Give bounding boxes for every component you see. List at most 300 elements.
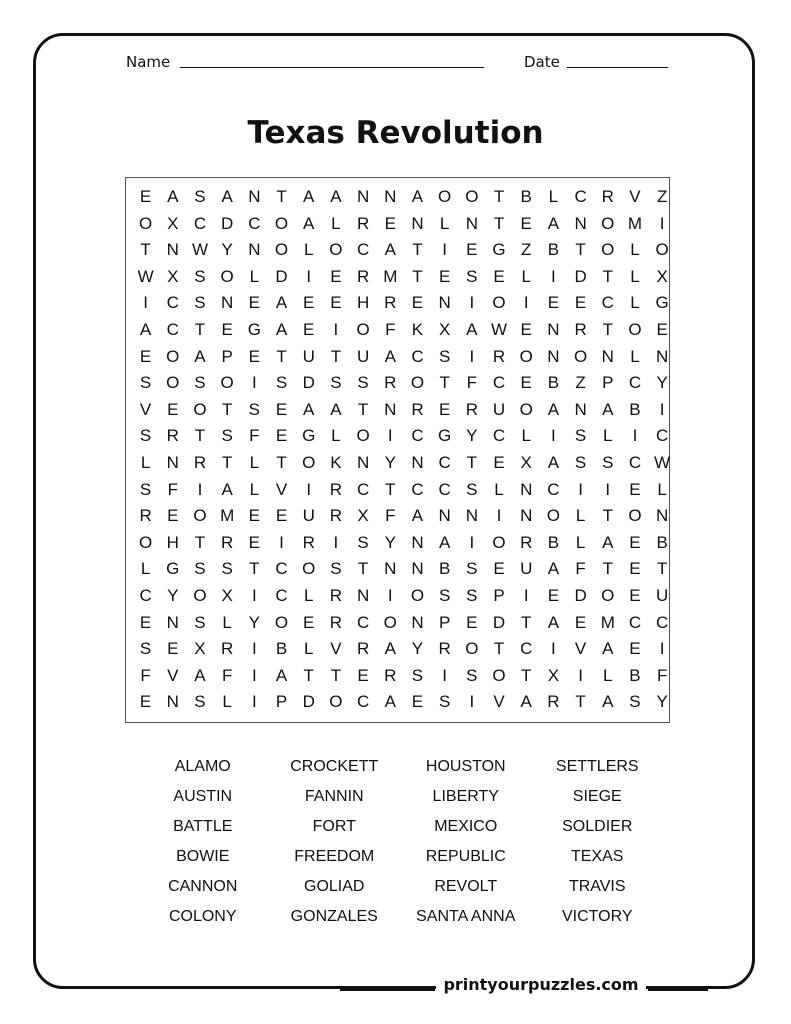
grid-letter: L (331, 426, 341, 446)
grid-letter: O (329, 240, 343, 260)
grid-letter: W (137, 266, 154, 286)
grid-letter: O (546, 506, 561, 526)
grid-letter: R (438, 639, 451, 659)
grid-letter: S (330, 373, 342, 393)
grid-letter: C (438, 479, 451, 499)
grid-letter: L (494, 479, 504, 499)
grid-letter: S (466, 665, 478, 685)
grid-letter: E (520, 373, 532, 393)
grid-letter: S (357, 532, 369, 552)
grid-letter: U (302, 506, 315, 526)
grid-letter: O (573, 346, 588, 366)
grid-letter: C (547, 479, 560, 499)
grid-letter: A (602, 532, 614, 552)
grid-letter: H (356, 293, 370, 313)
grid-letter: R (221, 532, 234, 552)
grid-letter: O (601, 585, 615, 605)
word-list-item: SIEGE (572, 788, 622, 805)
grid-letter: N (356, 187, 370, 206)
grid-letter: E (248, 532, 261, 552)
grid-letter: U (520, 559, 533, 579)
grid-letter: S (438, 346, 451, 366)
letter-grid (132, 184, 676, 716)
word-list-item: SANTA ANNA (416, 908, 516, 925)
grid-letter: L (657, 479, 667, 499)
grid-letter: C (628, 612, 642, 632)
grid-letter: S (194, 692, 206, 712)
grid-letter: A (411, 187, 424, 206)
grid-letter: W (654, 452, 671, 472)
grid-letter: S (357, 373, 369, 393)
grid-letter: B (656, 532, 668, 552)
grid-letter: P (493, 585, 505, 605)
grid-letter: A (384, 240, 396, 260)
grid-letter: I (659, 399, 665, 419)
grid-letter: E (167, 506, 179, 526)
grid-letter: O (138, 532, 153, 552)
grid-letter: S (411, 665, 424, 685)
grid-letter: N (166, 452, 179, 472)
grid-letter: F (656, 665, 668, 685)
grid-letter: F (385, 319, 396, 339)
grid-letter: T (194, 319, 206, 339)
grid-letter: E (248, 506, 261, 526)
grid-letter: W (491, 319, 508, 339)
grid-letter: B (438, 559, 451, 579)
grid-letter: A (303, 399, 315, 419)
grid-letter: Y (248, 612, 261, 632)
grid-letter: T (194, 532, 206, 552)
grid-letter: R (356, 213, 370, 233)
grid-letter: T (221, 452, 233, 472)
grid-letter: B (629, 399, 641, 419)
word-list-item: FREEDOM (294, 848, 375, 865)
grid-letter: L (140, 452, 151, 472)
grid-letter: S (194, 559, 206, 579)
grid-letter: Z (575, 373, 586, 393)
grid-letter: L (603, 665, 613, 685)
word-list-item: VICTORY (561, 908, 633, 925)
grid-letter: A (330, 187, 342, 206)
grid-letter: A (303, 187, 315, 206)
grid-letter: I (333, 532, 339, 552)
grid-letter: L (630, 346, 640, 366)
grid-letter: C (520, 639, 533, 659)
grid-letter: E (275, 399, 288, 419)
grid-letter: O (601, 240, 615, 260)
grid-letter: T (276, 452, 287, 472)
date-label: Date (524, 53, 560, 71)
grid-letter: T (412, 266, 423, 286)
grid-letter: C (356, 612, 370, 632)
grid-letter: R (329, 479, 343, 499)
grid-letter: T (521, 665, 532, 685)
grid-letter: Y (167, 585, 179, 605)
grid-letter: C (356, 479, 370, 499)
grid-letter: E (493, 559, 505, 579)
grid-letter: A (438, 532, 451, 552)
grid-letter: T (276, 346, 287, 366)
grid-letter: Y (656, 373, 668, 393)
grid-letter: T (303, 665, 314, 685)
grid-letter: N (438, 506, 451, 526)
grid-letter: I (605, 479, 611, 499)
grid-letter: N (547, 346, 560, 366)
grid-letter: V (139, 399, 152, 419)
grid-letter: E (547, 585, 560, 605)
grid-letter: T (602, 506, 613, 526)
grid-letter: H (166, 532, 179, 552)
grid-letter: X (438, 319, 451, 339)
grid-letter: T (493, 213, 505, 233)
grid-letter: I (251, 373, 257, 393)
grid-letter: A (411, 506, 424, 526)
grid-letter: O (274, 213, 289, 233)
word-list-item: GONZALES (290, 908, 378, 925)
grid-letter: S (629, 692, 641, 712)
grid-letter: S (221, 426, 233, 446)
grid-letter: A (194, 665, 206, 685)
grid-letter: I (279, 532, 284, 552)
grid-letter: C (139, 585, 152, 605)
grid-letter: T (249, 559, 260, 579)
grid-letter: Y (384, 452, 396, 472)
grid-letter: I (251, 665, 257, 685)
name-label: Name (126, 53, 171, 71)
grid-letter: T (412, 240, 423, 260)
grid-letter: B (520, 187, 532, 206)
grid-letter: O (193, 506, 207, 526)
grid-letter: N (656, 506, 669, 526)
grid-letter: C (628, 373, 642, 393)
grid-letter: R (329, 585, 343, 605)
grid-letter: T (357, 559, 369, 579)
grid-letter: O (465, 639, 479, 659)
word-list-item: GOLIAD (304, 878, 365, 895)
word-list-item: ALAMO (174, 758, 231, 775)
grid-letter: M (383, 266, 398, 286)
grid-letter: T (330, 665, 342, 685)
grid-letter: E (438, 399, 451, 419)
grid-letter: R (166, 426, 179, 446)
grid-letter: F (385, 506, 396, 526)
grid-letter: C (275, 585, 288, 605)
grid-letter: E (275, 506, 288, 526)
word-list-item: COLONY (168, 908, 237, 925)
grid-letter: L (630, 240, 640, 260)
grid-letter: S (466, 479, 478, 499)
grid-letter: I (551, 639, 556, 659)
grid-letter: B (547, 532, 560, 552)
grid-letter: E (248, 293, 261, 313)
grid-letter: B (547, 240, 560, 260)
grid-letter: V (493, 692, 505, 712)
grid-letter: A (139, 319, 152, 339)
grid-letter: R (384, 293, 397, 313)
grid-letter: R (329, 612, 343, 632)
grid-letter: E (357, 665, 369, 685)
grid-letter: E (139, 612, 152, 632)
grid-letter: I (387, 426, 393, 446)
grid-letter: O (410, 373, 425, 393)
grid-letter: I (442, 240, 448, 260)
grid-letter: E (275, 426, 288, 446)
grid-letter: P (602, 373, 614, 393)
grid-letter: I (469, 346, 475, 366)
grid-letter: S (466, 266, 478, 286)
name-blank-line (180, 67, 484, 68)
grid-letter: O (302, 452, 316, 472)
grid-letter: I (442, 665, 448, 685)
grid-letter: T (602, 266, 613, 286)
grid-letter: Z (521, 240, 532, 260)
grid-letter: E (520, 319, 532, 339)
grid-letter: T (521, 612, 532, 632)
grid-letter: E (303, 293, 315, 313)
grid-letter: O (193, 399, 207, 419)
grid-letter: L (439, 213, 450, 233)
grid-letter: C (492, 373, 506, 393)
grid-letter: A (275, 293, 288, 313)
grid-letter: A (330, 399, 342, 419)
grid-letter: E (411, 692, 424, 712)
grid-letter: E (167, 399, 179, 419)
grid-letter: G (655, 293, 669, 313)
grid-letter: L (303, 639, 314, 659)
puzzle-title: Texas Revolution (247, 115, 544, 151)
grid-letter: N (248, 187, 261, 206)
grid-letter: I (496, 506, 502, 526)
grid-letter: T (276, 187, 287, 206)
grid-letter: F (140, 665, 151, 685)
grid-letter: X (194, 639, 206, 659)
grid-letter: Y (384, 532, 396, 552)
grid-letter: S (139, 373, 152, 393)
word-list-item: SOLDIER (562, 818, 633, 835)
grid-letter: A (384, 639, 396, 659)
grid-letter: L (249, 479, 260, 499)
grid-letter: S (330, 559, 342, 579)
grid-letter: S (248, 399, 261, 419)
grid-letter: S (194, 293, 206, 313)
grid-letter: I (333, 319, 339, 339)
grid-letter: O (628, 506, 642, 526)
grid-letter: M (600, 612, 615, 632)
grid-letter: K (411, 319, 424, 339)
grid-letter: S (466, 585, 478, 605)
grid-letter: R (520, 532, 533, 552)
grid-letter: N (166, 692, 179, 712)
grid-letter: O (329, 692, 343, 712)
grid-letter: L (249, 266, 260, 286)
grid-letter: T (656, 559, 668, 579)
grid-letter: L (603, 426, 613, 446)
grid-letter: O (410, 585, 425, 605)
word-list-item: FORT (312, 818, 356, 835)
grid-letter: I (251, 692, 257, 712)
grid-letter: E (547, 293, 560, 313)
grid-letter: L (140, 559, 151, 579)
grid-letter: C (356, 240, 370, 260)
grid-letter: R (547, 692, 560, 712)
grid-letter: X (221, 585, 233, 605)
grid-letter: P (438, 612, 451, 632)
grid-letter: S (194, 266, 206, 286)
grid-letter: X (547, 665, 560, 685)
grid-letter: N (166, 612, 179, 632)
grid-letter: V (330, 639, 342, 659)
grid-letter: L (249, 452, 260, 472)
grid-letter: T (493, 187, 505, 206)
grid-letter: O (274, 612, 289, 632)
grid-letter: N (166, 240, 179, 260)
grid-letter: W (191, 240, 208, 260)
grid-letter: R (384, 665, 397, 685)
word-list-item: SETTLERS (555, 758, 639, 775)
grid-letter: N (384, 559, 397, 579)
grid-letter: I (659, 213, 665, 233)
grid-letter: E (248, 346, 261, 366)
grid-letter: B (629, 665, 641, 685)
grid-letter: T (466, 452, 478, 472)
grid-letter: T (602, 319, 613, 339)
grid-letter: C (411, 426, 424, 446)
grid-letter: C (411, 346, 424, 366)
grid-letter: A (602, 639, 614, 659)
grid-letter: D (492, 612, 506, 632)
grid-letter: T (357, 399, 369, 419)
grid-letter: R (356, 639, 370, 659)
grid-letter: N (465, 213, 478, 233)
word-list (137, 754, 663, 934)
grid-letter: A (194, 346, 206, 366)
grid-letter: L (521, 426, 531, 446)
grid-letter: T (140, 240, 151, 260)
grid-letter: C (275, 559, 288, 579)
grid-letter: N (465, 506, 478, 526)
grid-letter: L (575, 506, 586, 526)
grid-letter: V (167, 665, 179, 685)
grid-letter: V (574, 639, 587, 659)
grid-letter: X (357, 506, 369, 526)
grid-letter: A (303, 213, 315, 233)
word-list-item: TEXAS (571, 848, 624, 865)
grid-letter: R (384, 373, 397, 393)
grid-letter: O (356, 319, 370, 339)
grid-letter: C (248, 213, 261, 233)
grid-letter: M (220, 506, 235, 526)
grid-letter: R (601, 187, 614, 206)
grid-letter: O (492, 665, 506, 685)
grid-letter: C (356, 692, 370, 712)
word-list-item: AUSTIN (173, 788, 233, 805)
grid-letter: V (629, 187, 641, 206)
word-list-item: BATTLE (173, 818, 233, 835)
word-list-item: REVOLT (434, 878, 498, 895)
grid-letter: U (492, 399, 506, 419)
grid-letter: O (628, 319, 642, 339)
grid-letter: R (329, 506, 343, 526)
grid-letter: I (251, 639, 257, 659)
grid-letter: T (493, 639, 505, 659)
grid-letter: N (520, 506, 533, 526)
grid-letter: E (139, 346, 152, 366)
grid-letter: C (438, 452, 451, 472)
word-list-item: TRAVIS (568, 878, 626, 895)
grid-letter: T (439, 373, 450, 393)
grid-letter: Y (411, 639, 424, 659)
grid-letter: F (575, 559, 586, 579)
grid-letter: R (574, 319, 587, 339)
grid-letter: R (465, 399, 478, 419)
grid-letter: G (166, 559, 180, 579)
grid-letter: L (222, 612, 232, 632)
grid-letter: T (602, 559, 613, 579)
grid-letter: G (492, 240, 506, 260)
grid-letter: Y (656, 692, 668, 712)
grid-letter: O (519, 346, 533, 366)
grid-letter: L (630, 266, 640, 286)
grid-letter: S (574, 426, 587, 446)
grid-letter: C (656, 426, 669, 446)
grid-letter: L (630, 293, 640, 313)
grid-letter: L (575, 532, 586, 552)
grid-letter: O (220, 266, 234, 286)
grid-letter: R (193, 452, 207, 472)
grid-letter: T (221, 399, 233, 419)
grid-letter: M (627, 213, 643, 233)
grid-letter: L (303, 585, 314, 605)
grid-letter: O (193, 585, 207, 605)
grid-letter: L (548, 187, 559, 206)
grid-letter: R (139, 506, 152, 526)
grid-letter: O (356, 426, 370, 446)
grid-letter: A (221, 479, 233, 499)
grid-letter: C (601, 293, 614, 313)
grid-letter: E (167, 639, 179, 659)
grid-letter: E (303, 319, 315, 339)
grid-letter: L (303, 240, 314, 260)
grid-letter: O (655, 240, 669, 260)
grid-letter: U (302, 346, 315, 366)
grid-letter: E (493, 266, 505, 286)
grid-letter: F (249, 426, 260, 446)
grid-letter: E (574, 612, 587, 632)
grid-letter: U (656, 585, 669, 605)
grid-letter: N (411, 452, 424, 472)
grid-letter: D (574, 585, 587, 605)
grid-letter: N (520, 479, 533, 499)
grid-letter: E (139, 692, 152, 712)
grid-letter: R (411, 399, 424, 419)
grid-letter: D (275, 266, 288, 286)
grid-letter: C (411, 479, 424, 499)
grid-letter: A (275, 665, 288, 685)
grid-letter: A (602, 399, 614, 419)
grid-letter: E (221, 319, 233, 339)
word-list-item: CANNON (168, 878, 238, 895)
grid-letter: N (601, 346, 614, 366)
grid-letter: E (330, 266, 342, 286)
grid-letter: E (629, 559, 641, 579)
grid-letter: T (575, 240, 586, 260)
grid-letter: G (247, 319, 261, 339)
grid-letter: I (578, 479, 583, 499)
grid-letter: S (438, 692, 451, 712)
grid-letter: I (551, 426, 556, 446)
footer-site-name: printyourpuzzles.com (436, 975, 646, 994)
grid-letter: S (466, 559, 478, 579)
